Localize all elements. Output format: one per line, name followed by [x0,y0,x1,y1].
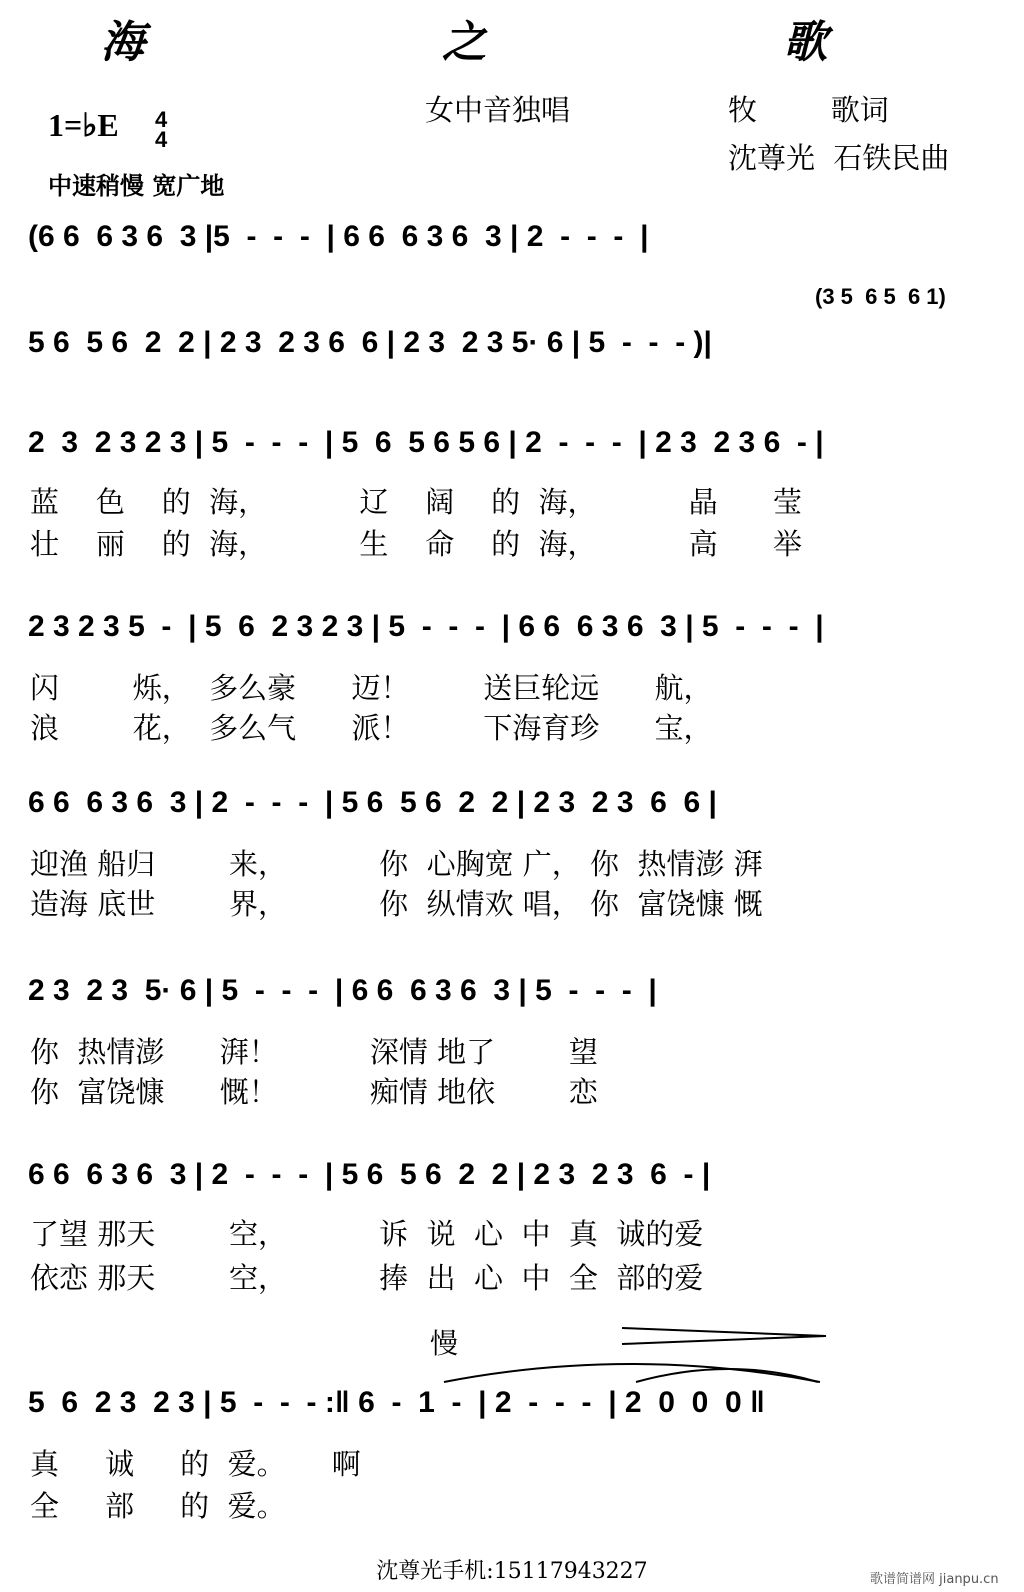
lyric-verse-1: 闪 烁， 多么豪 迈！ 送巨轮远 航， [30,671,713,705]
staff-notes: 2 3 2 3 5 - | 5 6 2 3 2 3 | 5 - - - | 6 6 6 3 6 3 | 5 - - - | [28,610,824,643]
staff-line-6 [28,974,988,1034]
slow-tempo-mark: 慢 [430,1327,459,1360]
staff-notes: (6 6 6 3 6 3 |5 - - - | 6 6 6 3 6 3 | 2 - - - | [28,220,649,253]
lyric-verse-2: 全 部 的 爱。 [30,1489,286,1523]
decrescendo-mark [620,1324,830,1348]
lyric-verse-1: 蓝 色 的 海， 辽 阔 的 海， 晶 莹 [30,485,803,519]
staff-line-3 [28,426,988,486]
lyric-verse-2: 壮 丽 的 海， 生 命 的 海， 高 举 [30,527,803,561]
staff-notes: 2 3 2 3 2 3 | 5 - - - | 5 6 5 6 5 6 | 2 - - - | 2 3 2 3 6 - | [28,426,824,459]
staff-line-1 [28,220,988,280]
staff-notes: 6 6 6 3 6 3 | 2 - - - | 5 6 5 6 2 2 | 2 3 2 3 6 - | [28,1158,711,1191]
staff-notes: 5 6 2 3 2 3 | 5 - - - :‖ 6 - 1 - | 2 - - - | 2 0 0 0 ‖ [28,1386,765,1419]
key-signature: 1=♭E [48,107,119,143]
staff-notes: 5 6 5 6 2 2 | 2 3 2 3 6 6 | 2 3 2 3 5· 6 | 5 - - - )| [28,326,712,359]
staff-line-8 [28,1386,988,1446]
staff-notes: 2 3 2 3 5· 6 | 5 - - - | 6 6 6 3 6 3 | 5 - - - | [28,974,657,1007]
lyric-verse-2: 浪 花， 多么气 派！ 下海育珍 宝， [30,711,713,745]
slur-arcs [440,1352,830,1386]
staff-above-notes: (3 5 6 5 6 1) [815,284,946,309]
lyric-verse-2: 你 富饶慷 慨！ 痴情 地依 恋 [30,1075,598,1109]
staff-line-2 [28,326,988,386]
site-watermark: 歌谱简谱网 jianpu.cn [870,1572,999,1587]
song-title: 海 之 歌 [100,17,924,68]
staff-notes: 6 6 6 3 6 3 | 2 - - - | 5 6 5 6 2 2 | 2 3 2 3 6 6 | [28,786,717,819]
lyricist-credit: 牧 歌词 [728,93,889,127]
composer-credit: 沈尊光 石铁民曲 [728,141,950,175]
lyric-verse-2: 造海 底世 界， 你 纵情欢 唱， 你 富饶慷 慨 [30,887,763,921]
staff-line-7 [28,1158,988,1218]
lyric-verse-1: 迎渔 船归 来， 你 心胸宽 广， 你 热情澎 湃 [30,847,763,881]
time-signature [155,107,168,152]
tempo-marking: 中速稍慢 宽广地 [48,172,225,200]
footer-contact: 沈尊光手机:15117943227 [376,1559,648,1584]
lyric-verse-1: 你 热情澎 湃！ 深情 地了 望 [30,1035,598,1069]
meter-bottom: 4 [155,127,168,152]
lyric-verse-1: 真 诚 的 爱。 啊 [30,1447,361,1481]
meter-top: 4 [155,107,168,132]
performer-note: 女中音独唱 [425,93,571,127]
lyric-verse-1: 了望 那天 空， 诉 说 心 中 真 诚的爱 [30,1217,704,1251]
lyric-verse-2: 依恋 那天 空， 捧 出 心 中 全 部的爱 [30,1261,704,1295]
staff-line-5 [28,786,988,846]
staff-line-4 [28,610,988,670]
